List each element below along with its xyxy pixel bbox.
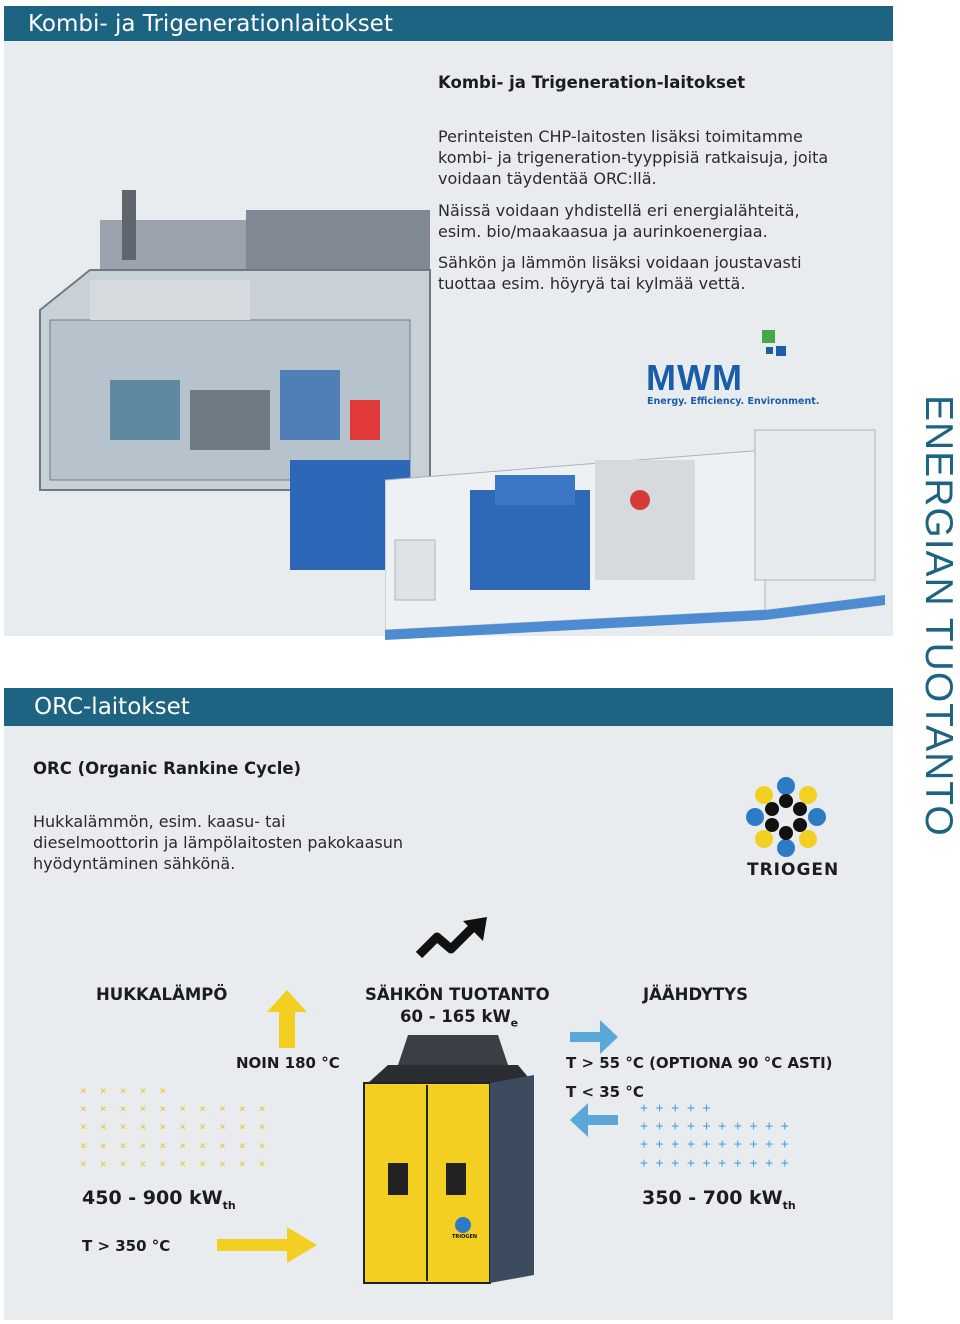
electricity-range: 60 - 165 $kW_e$	[400, 1007, 519, 1030]
section-title: ORC-laitokset	[34, 694, 190, 720]
section-title: Kombi- ja Trigenerationlaitokset	[28, 10, 393, 37]
triogen-flower-icon	[746, 777, 826, 857]
paragraph-2: Näissä voidaan yhdistellä eri energialähteitä, esim. bio/maakaasua ja aurinkoenergiaa.	[438, 201, 800, 241]
waste-heat-power: 450 - 900 $kW_{th}$	[82, 1187, 236, 1212]
orc-paragraph: Hukkalämmön, esim. kaasu- tai dieselmoottorin ja lämpölaitosten pakokaasun hyödyntäminen sähkönä.	[33, 812, 404, 873]
heat-cross-grid-icon: × × × × × × × × × × × × × × × × × × × × × × × × × × × × × × × × × × × × × × × × × × × × ×	[80, 1084, 266, 1170]
section-band-orc	[4, 688, 893, 726]
electricity-label: SÄHKÖN TUOTANTO	[365, 985, 550, 1004]
waste-heat-temp-in: T > 350 °C	[82, 1237, 171, 1255]
section-subtitle: Kombi- ja Trigeneration-laitokset	[438, 73, 746, 92]
cooling-temp-in: T < 35 °C	[566, 1083, 644, 1101]
orc-unit-illustration	[358, 1035, 538, 1285]
section-subtitle: ORC (Organic Rankine Cycle)	[33, 759, 302, 778]
triogen-wordmark: TRIOGEN	[747, 860, 840, 880]
cooling-power: 350 - 700 $kW_{th}$	[642, 1187, 796, 1212]
paragraph-1: Perinteisten CHP-laitosten lisäksi toimitamme kombi- ja trigeneration-tyyppisiä ratkaisuja, joita voidaan täydentää ORC:llä.	[438, 127, 829, 188]
cooling-temp-out: T > 55 °C (OPTIONA 90 °C ASTI)	[566, 1054, 833, 1072]
heat-up-arrow-icon	[267, 990, 307, 1050]
waste-heat-temp-out: NOIN 180 °C	[236, 1054, 340, 1072]
section-band-kombi	[4, 6, 893, 41]
side-title: ENERGIAN TUOTANTO	[917, 394, 960, 837]
mwm-tagline: Energy. Efficiency. Environment.	[647, 396, 820, 407]
cooling-in-arrow-icon	[570, 1103, 618, 1137]
cooling-label: JÄÄHDYTYS	[643, 985, 749, 1004]
waste-heat-label: HUKKALÄMPÖ	[96, 985, 228, 1004]
mwm-wordmark: MWM	[646, 357, 743, 398]
trend-up-arrow-icon	[415, 917, 491, 961]
orc-unit-badge: TRIOGEN	[452, 1234, 478, 1240]
cooling-plus-grid-icon: + + + + + + + + + + + + + + + + + + + + + + + + + + + + + + + + + + +	[640, 1101, 789, 1171]
mwm-logo-dots-icon	[762, 330, 792, 360]
plant-illustration-right	[385, 420, 885, 650]
cooling-out-arrow-icon	[570, 1020, 618, 1054]
heat-in-arrow-icon	[217, 1225, 317, 1265]
paragraph-3: Sähkön ja lämmön lisäksi voidaan joustavasti tuottaa esim. höyryä tai kylmää vettä.	[438, 253, 802, 293]
